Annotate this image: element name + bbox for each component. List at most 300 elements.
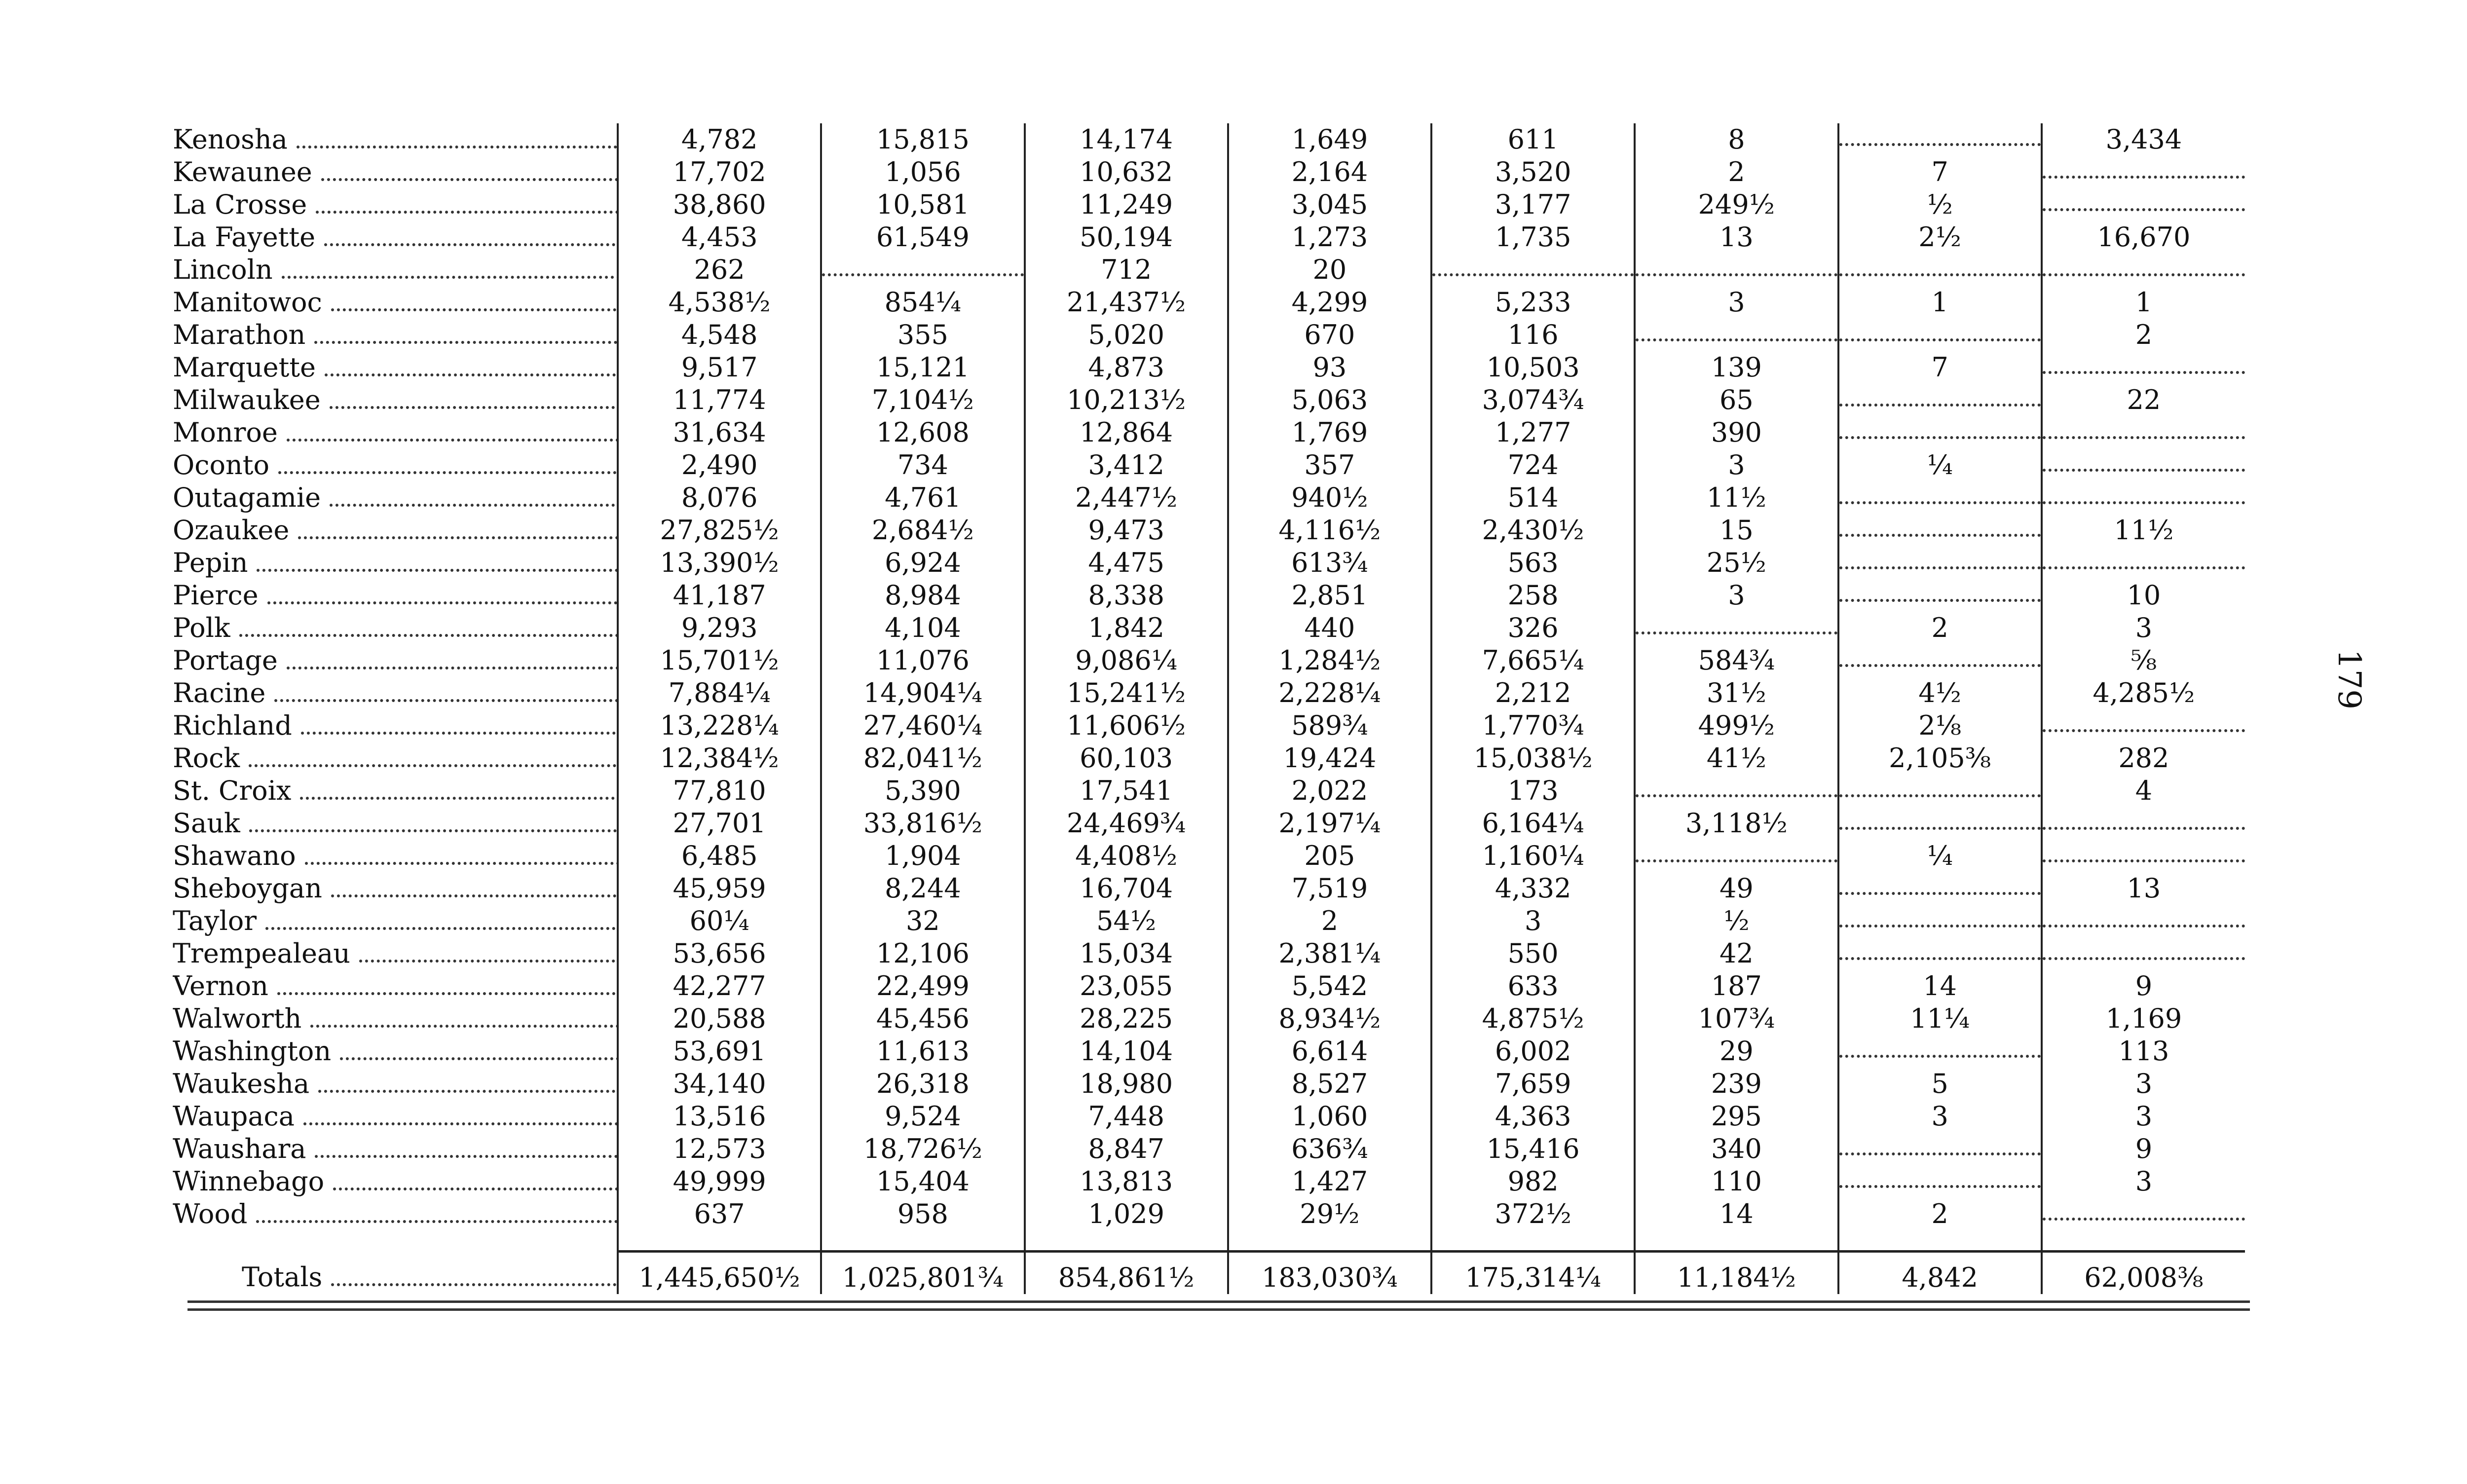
county-name-cell xyxy=(173,807,618,840)
value-cell: 38,860 xyxy=(618,188,821,221)
county-name-cell xyxy=(173,840,618,872)
value-cell: 3 xyxy=(2135,1068,2153,1099)
dot-leader xyxy=(1636,273,1837,276)
county-name-cell xyxy=(173,156,618,188)
value-cell: 13,228¼ xyxy=(618,709,821,742)
value-cell: 31,634 xyxy=(618,416,821,449)
county-name: Pierce xyxy=(173,580,263,611)
value-cell: 15,701½ xyxy=(618,644,821,677)
table-row xyxy=(173,384,2245,416)
dot-leader xyxy=(305,862,618,865)
county-name-cell xyxy=(173,351,618,384)
dot-leader xyxy=(287,439,618,442)
value-cell: 15,038½ xyxy=(1431,742,1635,775)
value-cell: 2,684½ xyxy=(821,514,1024,547)
county-name: Monroe xyxy=(173,417,283,448)
county-name: Kewaunee xyxy=(173,156,317,187)
value-cell: 3,045 xyxy=(1228,188,1431,221)
value-cell: 11,249 xyxy=(1025,188,1228,221)
table-row xyxy=(173,970,2245,1002)
value-cell: 14,104 xyxy=(1025,1035,1228,1068)
dot-leader xyxy=(1839,794,2041,797)
empty-cell-dots xyxy=(1635,840,1838,872)
value-cell: 958 xyxy=(821,1198,1024,1230)
county-name-cell xyxy=(173,482,618,514)
county-name: Milwaukee xyxy=(173,384,326,415)
value-cell: 1,160¼ xyxy=(1431,840,1635,872)
value-cell: 53,656 xyxy=(618,937,821,970)
value-cell: 18,726½ xyxy=(821,1133,1024,1165)
value-cell: 2,105⅜ xyxy=(1838,742,2042,775)
value-cell: 32 xyxy=(821,905,1024,937)
dot-leader xyxy=(1839,1185,2041,1188)
value-cell: 10 xyxy=(2127,580,2161,611)
value-cell: 9,293 xyxy=(618,612,821,644)
value-cell: 2,228¼ xyxy=(1228,677,1431,709)
value-cell: 12,573 xyxy=(618,1133,821,1165)
value-cell: 4,761 xyxy=(821,482,1024,514)
county-name-cell xyxy=(173,221,618,254)
value-cell: 8 xyxy=(1635,123,1838,156)
value-cell: 113 xyxy=(2118,1036,2169,1067)
value-cell: 8,847 xyxy=(1025,1133,1228,1165)
value-cell: 2,197¼ xyxy=(1228,807,1431,840)
value-cell: 3,177 xyxy=(1431,188,1635,221)
value-cell: 258 xyxy=(1431,579,1635,612)
value-cell: 10,632 xyxy=(1025,156,1228,188)
value-cell: 4,408½ xyxy=(1025,840,1228,872)
table-row xyxy=(173,254,2245,286)
value-cell: 8,984 xyxy=(821,579,1024,612)
county-name: La Crosse xyxy=(173,189,312,220)
value-cell: 3,118½ xyxy=(1635,807,1838,840)
spacer-cell xyxy=(1838,1230,2042,1252)
value-cell: 9 xyxy=(2135,970,2153,1002)
empty-cell-dots xyxy=(1838,807,2042,840)
value-cell: 2,430½ xyxy=(1431,514,1635,547)
dot-leader xyxy=(2043,859,2245,862)
county-name: Manitowoc xyxy=(173,287,327,318)
value-cell: 34,140 xyxy=(618,1068,821,1100)
value-cell: 514 xyxy=(1431,482,1635,514)
value-cell: 3 xyxy=(2135,1166,2153,1197)
value-cell: 3 xyxy=(1635,286,1838,319)
county-name: Rock xyxy=(173,742,245,774)
dot-leader xyxy=(2043,436,2245,439)
value-cell: 6,164¼ xyxy=(1431,807,1635,840)
county-name-cell xyxy=(173,1002,618,1035)
value-cell: 3 xyxy=(1635,579,1838,612)
empty-cell-dots xyxy=(1838,905,2042,937)
county-name-cell xyxy=(173,384,618,416)
county-name: Wood xyxy=(173,1198,252,1229)
value-cell: 340 xyxy=(1635,1133,1838,1165)
value-cell: 1,273 xyxy=(1228,221,1431,254)
value-cell: 60,103 xyxy=(1025,742,1228,775)
county-name-cell xyxy=(173,677,618,709)
value-cell: 3 xyxy=(1635,449,1838,482)
value-cell: 205 xyxy=(1228,840,1431,872)
dot-leader xyxy=(301,732,618,735)
county-name-cell xyxy=(173,937,618,970)
dot-leader xyxy=(1636,631,1837,634)
empty-cell-dots xyxy=(1838,319,2042,351)
value-cell: 82,041½ xyxy=(821,742,1024,775)
value-cell: 326 xyxy=(1431,612,1635,644)
value-cell: 15,815 xyxy=(821,123,1024,156)
value-cell: 49,999 xyxy=(618,1165,821,1198)
value-cell: 107¾ xyxy=(1635,1002,1838,1035)
value-cell: 2,851 xyxy=(1228,579,1431,612)
table-row xyxy=(173,514,2245,547)
county-name-cell xyxy=(173,547,618,579)
value-cell: 6,614 xyxy=(1228,1035,1431,1068)
spacer-cell xyxy=(618,1230,821,1252)
county-name-cell xyxy=(173,286,618,319)
dot-leader xyxy=(282,276,618,279)
county-name: Totals xyxy=(173,1261,327,1293)
value-cell: 4,299 xyxy=(1228,286,1431,319)
county-name: Racine xyxy=(173,677,270,708)
dot-leader xyxy=(324,243,618,246)
county-name: Waushara xyxy=(173,1133,311,1164)
value-cell: 11,613 xyxy=(821,1035,1024,1068)
value-cell: 29½ xyxy=(1228,1198,1431,1230)
value-cell: 50,194 xyxy=(1025,221,1228,254)
dot-leader xyxy=(249,829,618,832)
page-number: 179 xyxy=(2331,649,2368,710)
dot-leader xyxy=(330,406,618,409)
dot-leader xyxy=(2043,1218,2245,1221)
dot-leader xyxy=(2043,176,2245,179)
value-cell: 12,384½ xyxy=(618,742,821,775)
county-name: Polk xyxy=(173,612,235,643)
value-cell: 33,816½ xyxy=(821,807,1024,840)
county-name: Ozaukee xyxy=(173,515,294,546)
value-cell: 13 xyxy=(2127,873,2161,904)
value-cell: 4,285½ xyxy=(2093,677,2195,708)
spacer-cell xyxy=(821,1230,1024,1252)
value-cell: 239 xyxy=(1635,1068,1838,1100)
value-cell: 390 xyxy=(1635,416,1838,449)
empty-cell-dots xyxy=(2042,937,2245,970)
value-cell: 6,485 xyxy=(618,840,821,872)
value-cell: 14 xyxy=(1838,970,2042,1002)
dot-leader xyxy=(1839,501,2041,504)
dot-leader xyxy=(256,1220,618,1223)
county-name-cell xyxy=(173,188,618,221)
county-name: La Fayette xyxy=(173,222,320,253)
table-row xyxy=(173,579,2245,612)
value-cell: 19,424 xyxy=(1228,742,1431,775)
value-cell: 5 xyxy=(1838,1068,2042,1100)
value-cell: 9,524 xyxy=(821,1100,1024,1133)
value-cell: 15,121 xyxy=(821,351,1024,384)
value-cell: 4,842 xyxy=(1838,1252,2042,1295)
empty-cell-dots xyxy=(1838,254,2042,286)
dot-leader xyxy=(1839,273,2041,276)
table-row xyxy=(173,221,2245,254)
empty-cell-dots xyxy=(1838,482,2042,514)
value-cell: 3,074¾ xyxy=(1431,384,1635,416)
empty-cell-dots xyxy=(2042,416,2245,449)
value-cell: 11,774 xyxy=(618,384,821,416)
county-name-cell xyxy=(173,319,618,351)
value-cell: 4,548 xyxy=(618,319,821,351)
value-cell: 9 xyxy=(2135,1133,2153,1164)
value-cell: 1,769 xyxy=(1228,416,1431,449)
value-cell: 14,174 xyxy=(1025,123,1228,156)
dot-leader xyxy=(340,1057,618,1060)
value-cell: 139 xyxy=(1635,351,1838,384)
empty-cell-dots xyxy=(1838,384,2042,416)
county-name-cell xyxy=(173,709,618,742)
value-cell: 854¼ xyxy=(821,286,1024,319)
spacer-row xyxy=(173,1230,2245,1252)
value-cell: 8,076 xyxy=(618,482,821,514)
county-name: St. Croix xyxy=(173,775,296,806)
value-cell: 372½ xyxy=(1431,1198,1635,1230)
county-name-cell xyxy=(173,644,618,677)
value-cell: 4,475 xyxy=(1025,547,1228,579)
dot-leader xyxy=(303,1122,618,1125)
table-row xyxy=(173,416,2245,449)
empty-cell-dots xyxy=(1635,319,1838,351)
value-cell: 27,825½ xyxy=(618,514,821,547)
empty-cell-dots xyxy=(1838,547,2042,579)
value-cell: 183,030¾ xyxy=(1228,1252,1431,1295)
value-cell: 1,842 xyxy=(1025,612,1228,644)
county-name-cell xyxy=(173,872,618,905)
value-cell: 13,390½ xyxy=(618,547,821,579)
table-row xyxy=(173,449,2245,482)
county-name-cell xyxy=(173,1198,618,1230)
county-name: Winnebago xyxy=(173,1166,329,1197)
county-name: Portage xyxy=(173,645,283,676)
empty-cell-dots xyxy=(2042,905,2245,937)
value-cell: 734 xyxy=(821,449,1024,482)
value-cell: 110 xyxy=(1635,1165,1838,1198)
table-row xyxy=(173,937,2245,970)
dot-leader xyxy=(1839,664,2041,667)
county-name-cell xyxy=(173,970,618,1002)
value-cell: 2 xyxy=(1228,905,1431,937)
spacer-cell xyxy=(173,1230,618,1252)
value-cell: 4,873 xyxy=(1025,351,1228,384)
value-cell: 13 xyxy=(1635,221,1838,254)
value-cell: 54½ xyxy=(1025,905,1228,937)
value-cell: 15 xyxy=(1635,514,1838,547)
dot-leader xyxy=(1839,436,2041,439)
table-row xyxy=(173,286,2245,319)
value-cell: 49 xyxy=(1635,872,1838,905)
dot-leader xyxy=(2043,566,2245,569)
double-rule-bottom xyxy=(187,1308,2250,1311)
table-row xyxy=(173,319,2245,351)
value-cell: 173 xyxy=(1431,775,1635,807)
value-cell: 12,608 xyxy=(821,416,1024,449)
county-name-cell xyxy=(173,123,618,156)
table-row xyxy=(173,1068,2245,1100)
value-cell: 8,338 xyxy=(1025,579,1228,612)
spacer-cell xyxy=(1635,1230,1838,1252)
dot-leader xyxy=(277,992,618,995)
value-cell: 1 xyxy=(1838,286,2042,319)
empty-cell-dots xyxy=(1838,514,2042,547)
table-row xyxy=(173,156,2245,188)
table-row xyxy=(173,742,2245,775)
value-cell: 3,412 xyxy=(1025,449,1228,482)
dot-leader xyxy=(318,1090,618,1093)
value-cell: 16,704 xyxy=(1025,872,1228,905)
empty-cell-dots xyxy=(1838,123,2042,156)
value-cell: 7,104½ xyxy=(821,384,1024,416)
table-row xyxy=(173,188,2245,221)
dot-leader xyxy=(822,273,1023,276)
dot-leader xyxy=(274,699,618,702)
value-cell: 670 xyxy=(1228,319,1431,351)
county-name: Lincoln xyxy=(173,254,278,285)
empty-cell-dots xyxy=(2042,351,2245,384)
county-name: Pepin xyxy=(173,547,253,578)
dot-leader xyxy=(1839,957,2041,960)
dot-leader xyxy=(1839,338,2041,341)
table-row xyxy=(173,807,2245,840)
dot-leader xyxy=(2043,501,2245,504)
table-row xyxy=(173,123,2245,156)
value-cell: 11¼ xyxy=(1838,1002,2042,1035)
spacer-cell xyxy=(2042,1230,2245,1252)
county-name-cell xyxy=(173,449,618,482)
dot-leader xyxy=(310,1025,618,1028)
value-cell: 4,538½ xyxy=(618,286,821,319)
county-name: Taylor xyxy=(173,905,262,936)
value-cell: 1,735 xyxy=(1431,221,1635,254)
value-cell: 440 xyxy=(1228,612,1431,644)
value-cell: 2,381¼ xyxy=(1228,937,1431,970)
county-name-cell xyxy=(173,514,618,547)
value-cell: 3 xyxy=(1431,905,1635,937)
value-cell: 175,314¼ xyxy=(1431,1252,1635,1295)
value-cell: 14 xyxy=(1635,1198,1838,1230)
empty-cell-dots xyxy=(1838,1035,2042,1068)
dot-leader xyxy=(1839,566,2041,569)
value-cell: 22 xyxy=(2127,384,2161,415)
value-cell: 11½ xyxy=(1635,482,1838,514)
county-name-cell xyxy=(173,1068,618,1100)
empty-cell-dots xyxy=(2042,254,2245,286)
value-cell: ½ xyxy=(1635,905,1838,937)
county-name-cell xyxy=(173,1035,618,1068)
value-cell: 7 xyxy=(1838,156,2042,188)
dot-leader xyxy=(2043,729,2245,732)
value-cell: 7,448 xyxy=(1025,1100,1228,1133)
value-cell: 636¾ xyxy=(1228,1133,1431,1165)
value-cell: 613¾ xyxy=(1228,547,1431,579)
empty-cell-dots xyxy=(1635,612,1838,644)
county-name-cell xyxy=(173,579,618,612)
county-name: Shawano xyxy=(173,840,301,871)
county-name: Oconto xyxy=(173,449,274,481)
dot-leader xyxy=(265,927,618,930)
dot-leader xyxy=(239,634,618,637)
value-cell: 5,020 xyxy=(1025,319,1228,351)
value-cell: 61,549 xyxy=(821,221,1024,254)
county-name: Vernon xyxy=(173,970,273,1002)
empty-cell-dots xyxy=(1838,579,2042,612)
value-cell: 187 xyxy=(1635,970,1838,1002)
empty-cell-dots xyxy=(2042,449,2245,482)
empty-cell-dots xyxy=(2042,807,2245,840)
value-cell: 1,427 xyxy=(1228,1165,1431,1198)
value-cell: 15,241½ xyxy=(1025,677,1228,709)
county-name: Marathon xyxy=(173,319,310,350)
empty-cell-dots xyxy=(2042,840,2245,872)
value-cell: 3,520 xyxy=(1431,156,1635,188)
value-cell: ⅝ xyxy=(2131,645,2157,676)
value-cell: 116 xyxy=(1431,319,1635,351)
value-cell: 8,527 xyxy=(1228,1068,1431,1100)
dot-leader xyxy=(300,797,618,800)
dot-leader xyxy=(2043,469,2245,472)
value-cell: 1,284½ xyxy=(1228,644,1431,677)
value-cell: 20 xyxy=(1228,254,1431,286)
value-cell: 17,702 xyxy=(618,156,821,188)
value-cell: 982 xyxy=(1431,1165,1635,1198)
value-cell: 712 xyxy=(1025,254,1228,286)
empty-cell-dots xyxy=(2042,482,2245,514)
value-cell: 4,875½ xyxy=(1431,1002,1635,1035)
value-cell: 11,606½ xyxy=(1025,709,1228,742)
county-name-cell xyxy=(173,1165,618,1198)
county-statistics-table xyxy=(173,123,2245,1294)
empty-cell-dots xyxy=(1838,872,2042,905)
empty-cell-dots xyxy=(1838,416,2042,449)
value-cell: 41½ xyxy=(1635,742,1838,775)
dot-leader xyxy=(333,1187,618,1190)
value-cell: 1,056 xyxy=(821,156,1024,188)
dot-leader xyxy=(1839,827,2041,830)
dot-leader xyxy=(2043,273,2245,276)
value-cell: 1,169 xyxy=(2105,1003,2182,1034)
county-name: Waukesha xyxy=(173,1068,314,1099)
empty-cell-dots xyxy=(2042,1198,2245,1230)
value-cell: 7,659 xyxy=(1431,1068,1635,1100)
value-cell: 62,008⅜ xyxy=(2042,1252,2245,1295)
empty-cell-dots xyxy=(1635,775,1838,807)
value-cell: 4½ xyxy=(1838,677,2042,709)
value-cell: 77,810 xyxy=(618,775,821,807)
county-name-cell xyxy=(173,1100,618,1133)
value-cell: 28,225 xyxy=(1025,1002,1228,1035)
dot-leader xyxy=(287,667,618,669)
value-cell: 633 xyxy=(1431,970,1635,1002)
table-row xyxy=(173,351,2245,384)
dot-leader xyxy=(1839,1055,2041,1058)
value-cell: 13,813 xyxy=(1025,1165,1228,1198)
value-cell: 2,164 xyxy=(1228,156,1431,188)
empty-cell-dots xyxy=(1838,775,2042,807)
table-row xyxy=(173,1165,2245,1198)
value-cell: 11½ xyxy=(2114,515,2174,546)
value-cell: 12,106 xyxy=(821,937,1024,970)
empty-cell-dots xyxy=(1838,1165,2042,1198)
value-cell: 31½ xyxy=(1635,677,1838,709)
value-cell: 499½ xyxy=(1635,709,1838,742)
table-row xyxy=(173,1198,2245,1230)
value-cell: 1 xyxy=(2135,287,2153,318)
value-cell: 1,445,650½ xyxy=(618,1252,821,1295)
